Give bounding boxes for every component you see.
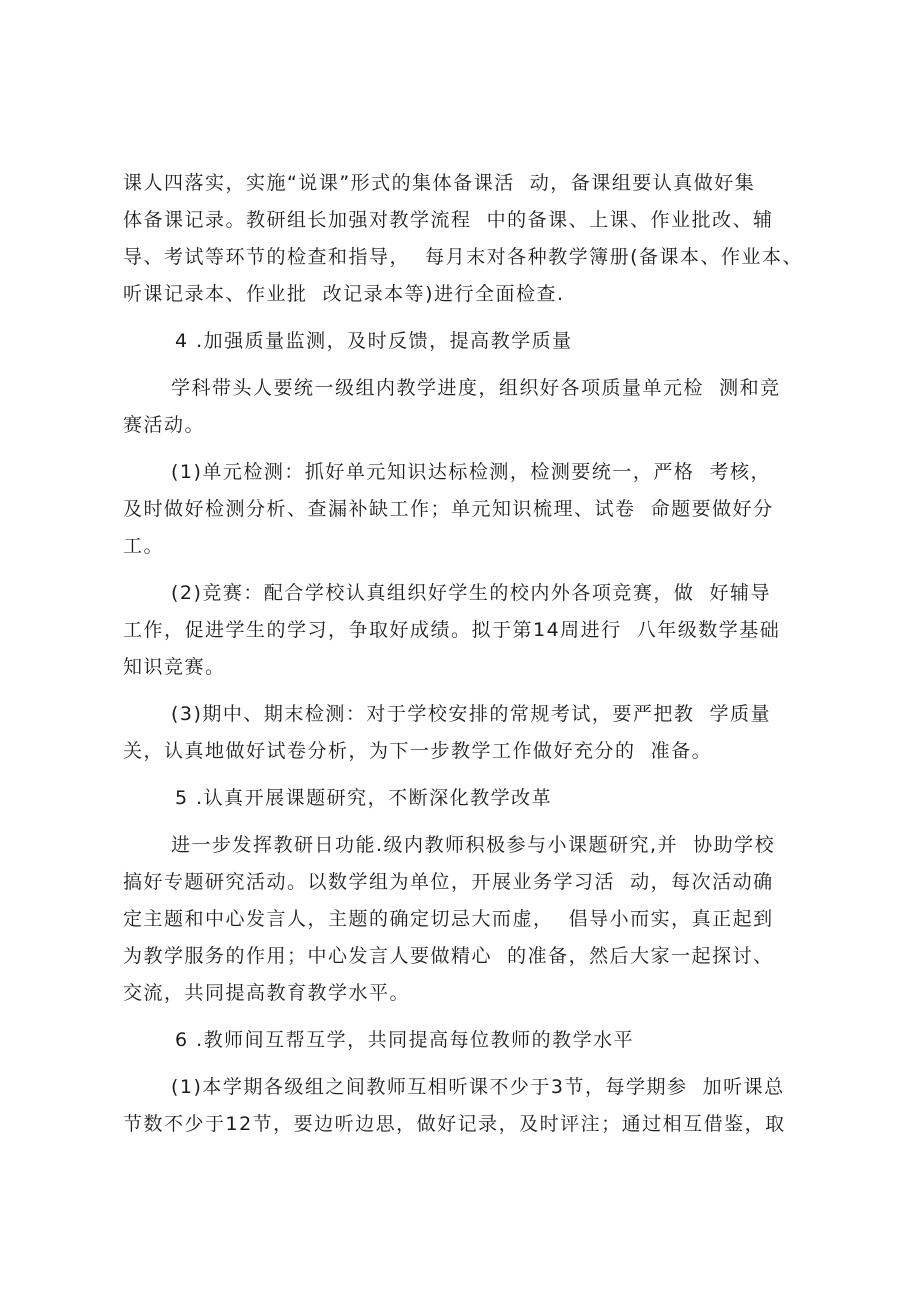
paragraph — [123, 1069, 813, 1143]
section-heading — [123, 323, 813, 360]
heading-line: 4 .加强质量监测，及时反馈，提高教学质量 — [175, 330, 573, 352]
section-heading — [123, 1022, 813, 1059]
text-line: 听课记录本、作业批 改记录本等)进行全面检查. — [123, 283, 565, 305]
text-line: (3)期中、期末检测：对于学校安排的常规考试，要严把教 学质量 — [171, 703, 771, 725]
text-line: 体备课记录。教研组长加强对教学流程 中的备课、上课、作业批改、辅 — [123, 209, 774, 231]
text-line: (2)竞赛：配合学校认真组织好学生的校内外各项竞赛，做 好辅导 — [171, 582, 771, 604]
paragraph — [123, 454, 813, 565]
text-line: 及时做好检测分析、查漏补缺工作；单元知识梳理、试卷 命题要做好分 — [123, 498, 774, 520]
paragraph — [123, 165, 813, 313]
text-line: 为教学服务的作用；中心发言人要做精心 的准备，然后大家一起探讨、 — [123, 945, 774, 967]
text-line: 学科带头人要统一级组内教学进度，组织好各项质量单元检 测和竞 — [171, 377, 781, 399]
heading-line: 6 .教师间互帮互学，共同提高每位教师的教学水平 — [175, 1029, 635, 1051]
text-line: 关，认真地做好试卷分析，为下一步教学工作做好充分的 准备。 — [123, 740, 713, 762]
section-heading — [123, 780, 813, 817]
text-line: 节数不少于12节，要边听边思，做好记录，及时评注；通过相互借鉴，取 — [123, 1113, 786, 1135]
text-line: 搞好专题研究活动。以数学组为单位，开展业务学习活 动，每次活动确 — [123, 871, 774, 893]
text-line: 知识竞赛。 — [123, 656, 226, 678]
text-line: 工作，促进学生的学习，争取好成绩。拟于第14周进行 八年级数学基础 — [123, 619, 781, 641]
text-line: 工。 — [123, 535, 165, 557]
paragraph — [123, 370, 813, 444]
text-line: 交流，共同提高教育教学水平。 — [123, 982, 411, 1004]
text-line: (1)单元检测：抓好单元知识达标检测，检测要统一，严格 考核， — [171, 461, 771, 483]
paragraph — [123, 696, 813, 770]
text-line: (1)本学期各级组之间教师互相听课不少于3节，每学期参 加听课总 — [171, 1076, 785, 1098]
heading-line: 5 .认真开展课题研究，不断深化教学改革 — [175, 787, 553, 809]
document-body — [123, 165, 813, 1143]
text-line: 课人四落实，实施“说课”形式的集体备课活 动，备课组要认真做好集 — [123, 172, 756, 194]
text-line: 导、考试等环节的检查和指导， 每月末对各种教学簿册(备课本、作业本、 — [123, 246, 803, 268]
text-line: 定主题和中心发言人，主题的确定切忌大而虚， 倡导小而实，真正起到 — [123, 908, 774, 930]
paragraph — [123, 827, 813, 1012]
paragraph — [123, 575, 813, 686]
text-line: 赛活动。 — [123, 414, 206, 436]
text-line: 进一步发挥教研日功能.级内教师积极参与小课题研究,并 协助学校 — [171, 834, 776, 856]
